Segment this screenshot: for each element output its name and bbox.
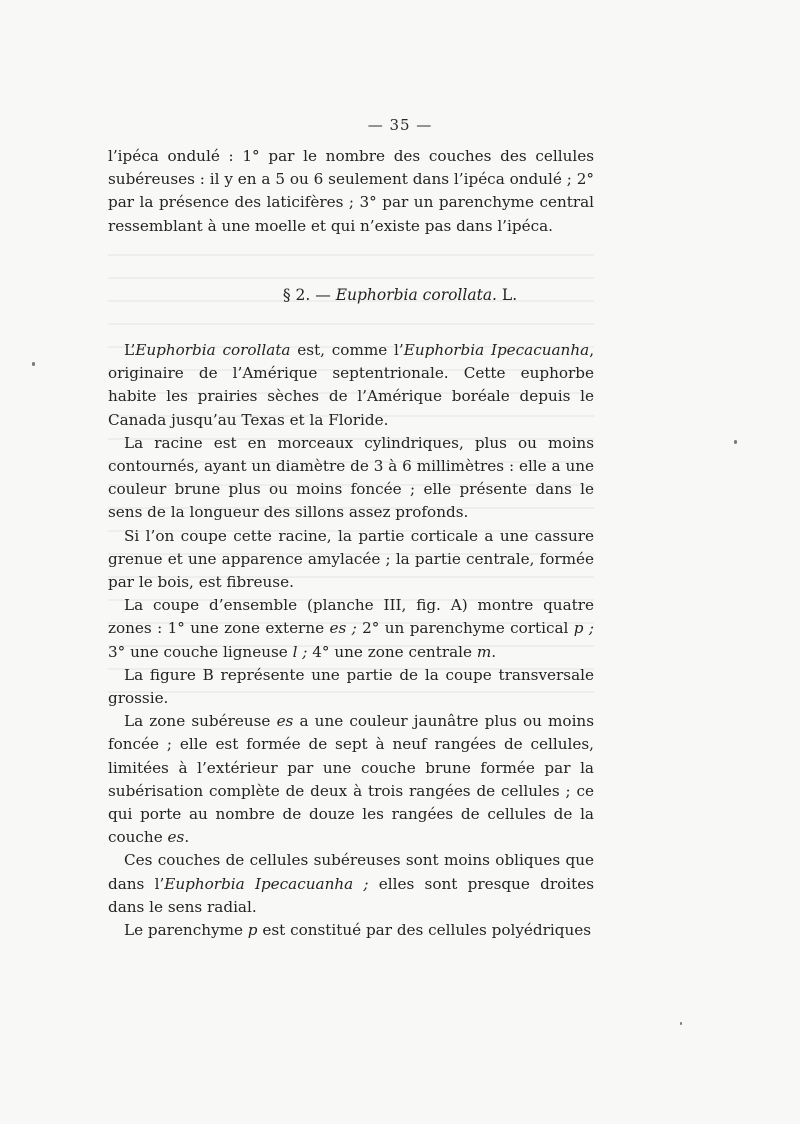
intro-text: l’ipéca ondulé : 1° par le nombre des couches des cellules subéreuses : il y en a 5 ou 6 seulement dans l’ipéca ondulé ; 2° par la présence des laticifères ; 3° par un parenchyme central ressemblant à une moelle et qui n’existe pas dans l’ipéca. (108, 147, 594, 235)
paragraph-7 (108, 849, 594, 919)
section-title: Euphorbia corollata. (335, 286, 497, 304)
section-prefix: § 2. — (282, 286, 336, 304)
paragraph-8 (108, 919, 594, 942)
p6-es-2: es (167, 828, 185, 847)
p4-p: p ; (573, 619, 595, 638)
p6-a: La zone subéreuse (124, 712, 277, 731)
paragraph-3: Si l’on coupe cette racine, la partie corticale a une cassure grenue et une apparence amylacée ; la partie centrale, formée par le bois, est fibreuse. (108, 526, 594, 592)
p1-species-2: Euphorbia Ipecacuanha (403, 341, 590, 359)
p4-m: m (476, 642, 492, 661)
intro-paragraph (108, 145, 594, 238)
body-text (108, 339, 594, 942)
p8-p: p (247, 921, 258, 940)
p4-e: 3° une couche ligneuse (108, 642, 293, 661)
p4-a: La coupe d’ensemble (planche III, fig. A) montre quatre zones : 1° une zone externe (108, 596, 594, 638)
p7-species: Euphorbia Ipecacuanha ; (164, 874, 369, 893)
p8-a: Le parenchyme (124, 921, 248, 940)
p1-a: L’ (124, 341, 136, 359)
p4-c: 2° un parenchyme cortical (356, 619, 574, 638)
p4-es: es ; (329, 619, 357, 638)
p1-species: Euphorbia corollata (135, 341, 291, 359)
p6-c: a une couleur jaunâtre plus ou moins foncée ; elle est formée de sept à neuf rangées de cellules, limitées à l’extérieur par une couche brune formée par la subérisation complète de deux à trois rangées de cellules ; ce qui porte au nombre de douze les rangées de cellules de la couche (108, 712, 594, 847)
p8-c: est constitué par des cellules polyédriques (257, 921, 592, 940)
p4-i: . (491, 642, 497, 661)
p4-l: l ; (292, 642, 308, 661)
p6-e: . (184, 828, 190, 847)
p1-c: est, comme l’ (290, 341, 404, 359)
paragraph-5: La figure B représente une partie de la coupe transversale grossie. (108, 665, 594, 708)
p6-es: es (276, 712, 294, 731)
margin-speck (734, 440, 737, 444)
paragraph-6 (108, 710, 594, 849)
page-number: — 35 — (367, 116, 433, 134)
p4-g: 4° une zone centrale (307, 642, 477, 661)
section-heading (0, 286, 800, 304)
margin-speck (680, 1022, 682, 1025)
section-suffix: L. (496, 286, 518, 304)
paragraph-4 (108, 594, 594, 664)
p1-e: , originaire de l’Amérique septentrionale. Cette euphorbe habite les prairies sèches de l’Amérique boréale depuis le Canada jusqu’au Texas et la Floride. (108, 341, 595, 429)
paragraph-2: La racine est en morceaux cylindriques, plus ou moins contournés, ayant un diamètre de 3 à 6 millimètres : elle a une couleur brune plus ou moins foncée ; elle présente dans le sens de la longueur des sillons assez profonds. (108, 433, 594, 522)
paragraph-1 (108, 339, 594, 432)
margin-speck (32, 362, 35, 366)
p7-a: Ces couches de cellules subéreuses sont moins obliques que dans l’ (108, 851, 594, 893)
p7-c: elles sont presque droites dans le sens radial. (108, 874, 594, 916)
